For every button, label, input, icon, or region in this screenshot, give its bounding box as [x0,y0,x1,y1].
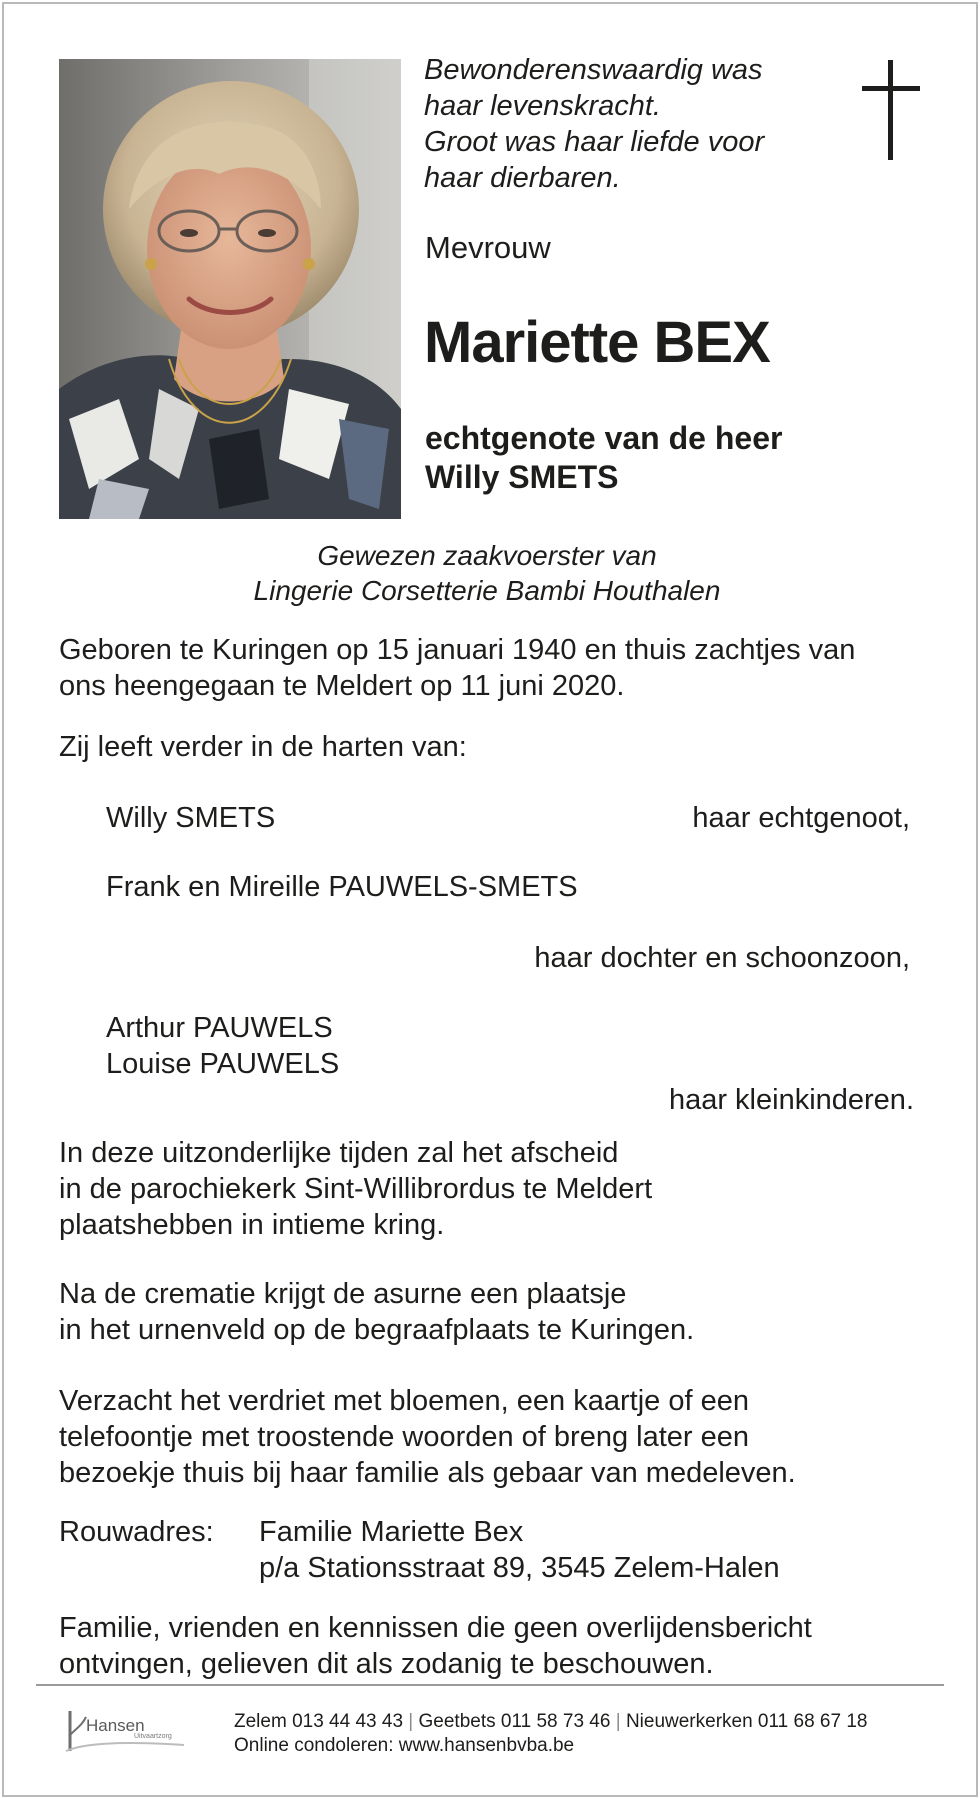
mourner-children-relation: haar dochter en schoonzoon, [534,942,910,974]
farewell-line: in de parochiekerk Sint-Willibrordus te Meldert [59,1173,653,1205]
logo-sub: Uitvaartzorg [134,1733,172,1740]
phone-nieuwerkerken: Nieuwerkerken 011 68 67 18 [625,1711,868,1732]
farewell-line: plaatshebben in intieme kring. [59,1209,445,1241]
address-line-2: p/a Stationsstraat 89, 3545 Zelem-Halen [259,1552,780,1584]
cremation-line: in het urnenveld op de begraafplaats te Kuringen. [59,1314,695,1346]
footer-phones [234,1710,867,1734]
birth-death-line-1: Geboren te Kuringen op 15 januari 1940 en thuis zachtjes van [59,634,856,666]
grandchild-name: Louise PAUWELS [106,1048,340,1080]
career-line-1: Gewezen zaakvoerster van [317,540,657,571]
condolence-note [59,1383,796,1491]
birth-death-text [59,632,855,704]
phone-geetbets: Geetbets 011 58 73 46 [418,1711,611,1732]
farewell-text [59,1135,652,1243]
footer-contact [234,1710,867,1758]
memorial-quote [424,52,804,196]
closing-text [59,1610,812,1682]
address-line-1: Familie Mariette Bex [259,1516,524,1548]
spouse-line-1: echtgenote van de heer [425,420,783,456]
logo-name: Hansen [86,1716,145,1735]
spouse-line-2: Willy SMETS [425,459,619,495]
deceased-name: Mariette BEX [424,310,770,375]
condolence-line: telefoontje met troostende woorden of breng later een [59,1421,750,1453]
address-block [259,1514,780,1586]
mourner-grandchildren-relation: haar kleinkinderen. [668,1084,914,1116]
quote-line: haar levenskracht. [424,90,661,122]
address-label: Rouwadres: [59,1516,214,1548]
birth-death-line-2: ons heengegaan te Meldert op 11 juni 2020. [59,670,625,702]
farewell-line: In deze uitzonderlijke tijden zal het afscheid [59,1137,619,1169]
grandchild-name: Arthur PAUWELS [106,1012,333,1044]
online-condolence[interactable]: Online condoleren: www.hansenbvba.be [234,1735,575,1756]
phone-zelem: Zelem 013 44 43 43 [234,1711,404,1732]
cremation-line: Na de crematie krijgt de asurne een plaatsje [59,1278,627,1310]
cross-icon [862,60,920,160]
separator: | [408,1711,414,1732]
separator: | [615,1711,621,1732]
cremation-text [59,1276,694,1348]
quote-line: Groot was haar liefde voor [424,126,765,158]
closing-line-1: Familie, vrienden en kennissen die geen overlijdensbericht [59,1612,812,1644]
mourner-grandchildren [106,1010,339,1082]
condolence-line: Verzacht het verdriet met bloemen, een kaartje of een [59,1385,749,1417]
career-line-2: Lingerie Corsetterie Bambi Houthalen [253,575,721,606]
mourner-children-names: Frank en Mireille PAUWELS-SMETS [106,871,578,903]
career-note [0,538,974,608]
portrait-photo [59,59,401,519]
closing-line-2: ontvingen, gelieven dit als zodanig te beschouwen. [59,1648,714,1680]
condolence-line: bezoekje thuis bij haar familie als gebaar van medeleven. [59,1457,796,1489]
hansen-logo-icon [64,1705,204,1757]
salutation: Mevrouw [425,230,551,265]
mourner-spouse-relation: haar echtgenoot, [692,802,910,834]
quote-line: Bewonderenswaardig was [424,54,763,86]
mourner-spouse-name: Willy SMETS [106,802,276,834]
mourners-intro: Zij leeft verder in de harten van: [59,731,467,763]
quote-line: haar dierbaren. [424,162,621,194]
spouse-line [425,419,782,497]
footer-divider [36,1684,944,1686]
